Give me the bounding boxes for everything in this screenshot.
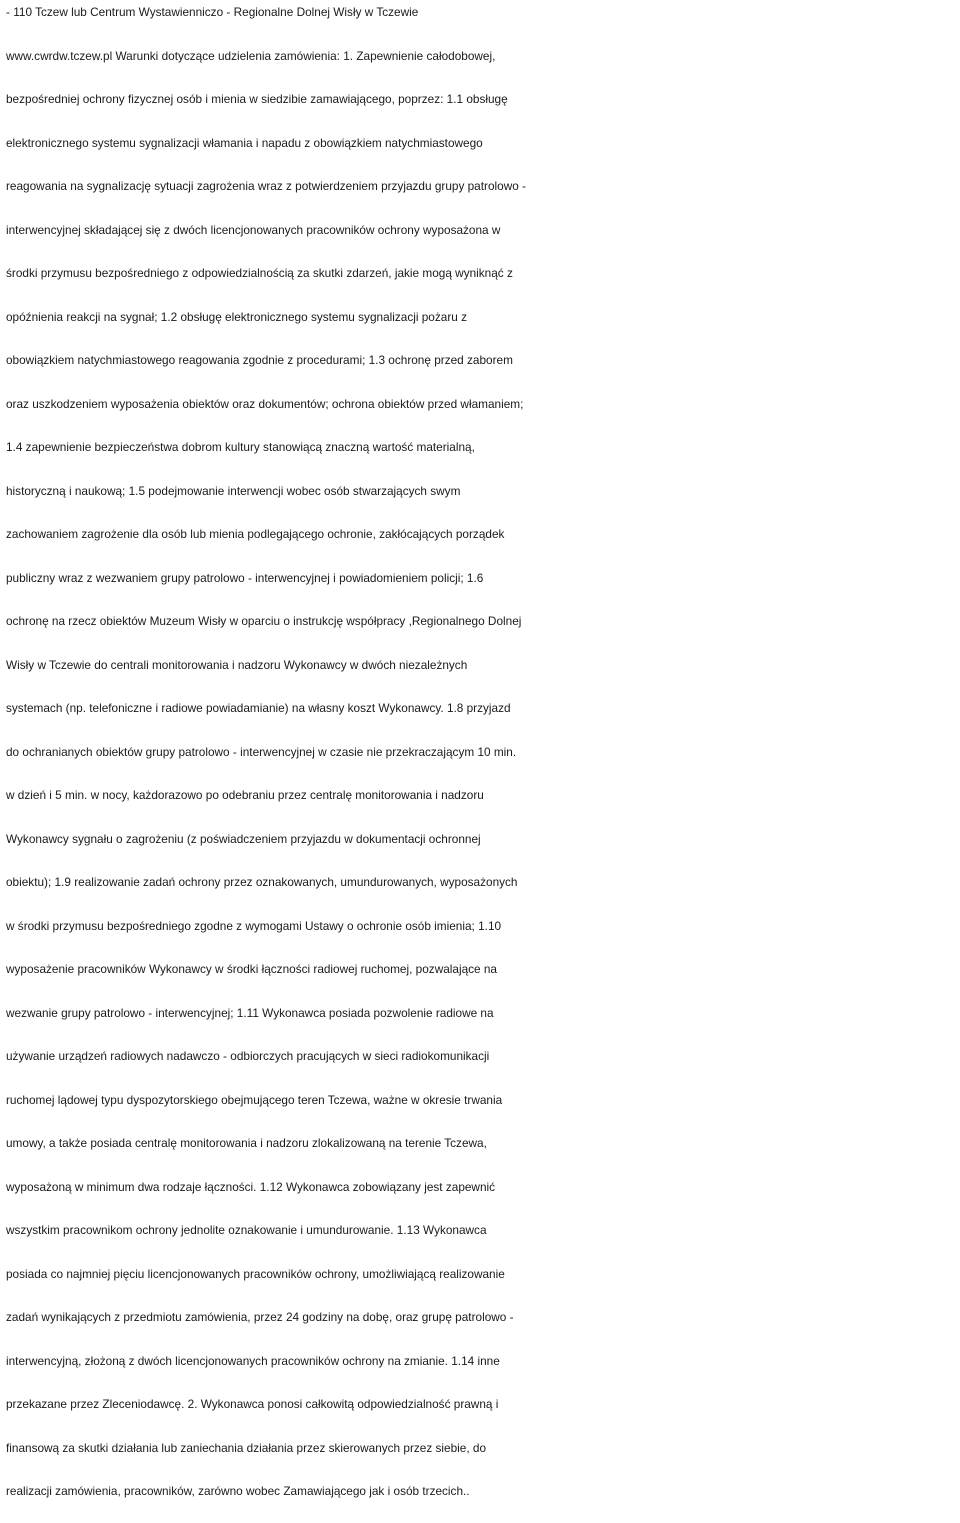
document-text-line: zachowaniem zagrożenie dla osób lub mienia podlegającego ochronie, zakłócających porządek	[6, 527, 505, 541]
document-text-line: Wykonawcy sygnału o zagrożeniu (z poświadczeniem przyjazdu w dokumentacji ochronnej	[6, 831, 481, 846]
document-text-line: Wisły w Tczewie do centrali monitorowania i nadzoru Wykonawcy w dwóch niezależnych	[6, 657, 468, 672]
document-text-line: publiczny wraz z wezwaniem grupy patrolowo - interwencyjnej i powiadomieniem policji; 1.6	[6, 570, 484, 585]
document-text-line: posiada co najmniej pięciu licencjonowanych pracowników ochrony, umożliwiającą realizowanie	[6, 1266, 505, 1281]
document-text-line: obiektu); 1.9 realizowanie zadań ochrony przez oznakowanych, umundurowanych, wyposażonych	[6, 875, 518, 889]
document-text-line: reagowania na sygnalizację sytuacji zagrożenia wraz z potwierdzeniem przyjazdu grupy patrolowo -	[6, 179, 526, 193]
document-text-line: umowy, a także posiada centralę monitorowania i nadzoru zlokalizowaną na terenie Tczewa,	[6, 1136, 487, 1150]
document-text-line: przekazane przez Zleceniodawcę. 2. Wykonawca ponosi całkowitą odpowiedzialność prawną i	[6, 1397, 499, 1411]
document-text-line: zadań wynikających z przedmiotu zamówienia, przez 24 godziny na dobę, oraz grupę patrolowo -	[6, 1310, 514, 1324]
document-text-line: w środki przymusu bezpośredniego zgodne z wymogami Ustawy o ochronie osób imienia; 1.10	[6, 918, 502, 933]
document-text-line: finansową za skutki działania lub zaniechania działania przez skierowanych przez siebie, do	[6, 1440, 487, 1455]
document-text-line: realizacji zamówienia, pracowników, zarówno wobec Zamawiającego jak i osób trzecich..	[6, 1484, 470, 1498]
document-text-line: - 110 Tczew lub Centrum Wystawienniczo - Regionalne Dolnej Wisły w Tczewie	[6, 5, 419, 19]
document-text-line: oraz uszkodzeniem wyposażenia obiektów oraz dokumentów; ochrona obiektów przed włamaniem;	[6, 396, 524, 411]
document-text-line: interwencyjnej składającej się z dwóch licencjonowanych pracowników ochrony wyposażona w	[6, 222, 501, 237]
document-body	[6, 0, 956, 1523]
document-text-line: wyposażoną w minimum dwa rodzaje łączności. 1.12 Wykonawca zobowiązany jest zapewnić	[6, 1179, 496, 1194]
document-text-line: ruchomej lądowej typu dyspozytorskiego obejmującego teren Tczewa, ważne w okresie trwania	[6, 1092, 503, 1107]
document-text-line: interwencyjną, złożoną z dwóch licencjonowanych pracowników ochrony na zmianie. 1.14 inne	[6, 1353, 500, 1368]
document-text-line: wszystkim pracownikom ochrony jednolite oznakowanie i umundurowanie. 1.13 Wykonawca	[6, 1223, 487, 1237]
document-text-line: systemach (np. telefoniczne i radiowe powiadamianie) na własny koszt Wykonawcy. 1.8 przyjazd	[6, 701, 511, 715]
document-text-line: wezwanie grupy patrolowo - interwencyjnej; 1.11 Wykonawca posiada pozwolenie radiowe na	[6, 1005, 494, 1020]
document-text-line: obowiązkiem natychmiastowego reagowania zgodnie z procedurami; 1.3 ochronę przed zaborem	[6, 353, 513, 367]
document-text-line: 1.4 zapewnienie bezpieczeństwa dobrom kultury stanowiącą znaczną wartość materialną,	[6, 440, 475, 454]
document-text-line: elektronicznego systemu sygnalizacji włamania i napadu z obowiązkiem natychmiastowego	[6, 135, 483, 150]
document-text-line: bezpośredniej ochrony fizycznej osób i mienia w siedzibie zamawiającego, poprzez: 1.1 obsługę	[6, 92, 508, 106]
document-text-line: w dzień i 5 min. w nocy, każdorazowo po odebraniu przez centralę monitorowania i nadzoru	[6, 788, 484, 802]
document-text-line: opóźnienia reakcji na sygnał; 1.2 obsługę elektronicznego systemu sygnalizacji pożaru z	[6, 309, 467, 324]
document-text-line: wyposażenie pracowników Wykonawcy w środki łączności radiowej ruchomej, pozwalające na	[6, 962, 497, 976]
document-text-line: historyczną i naukową; 1.5 podejmowanie interwencji wobec osób stwarzających swym	[6, 483, 461, 498]
document-text-line: ochronę na rzecz obiektów Muzeum Wisły w oparciu o instrukcję współpracy ,Regionalnego Dolnej	[6, 614, 522, 628]
document-text-line: środki przymusu bezpośredniego z odpowiedzialnością za skutki zdarzeń, jakie mogą wyniknąć z	[6, 266, 513, 280]
document-text-line: do ochranianych obiektów grupy patrolowo - interwencyjnej w czasie nie przekraczającym 10 min.	[6, 744, 517, 759]
document-text-line: www.cwrdw.tczew.pl Warunki dotyczące udzielenia zamówienia: 1. Zapewnienie całodobowej,	[6, 48, 496, 63]
document-text-line: używanie urządzeń radiowych nadawczo - odbiorczych pracujących w sieci radiokomunikacji	[6, 1049, 490, 1063]
